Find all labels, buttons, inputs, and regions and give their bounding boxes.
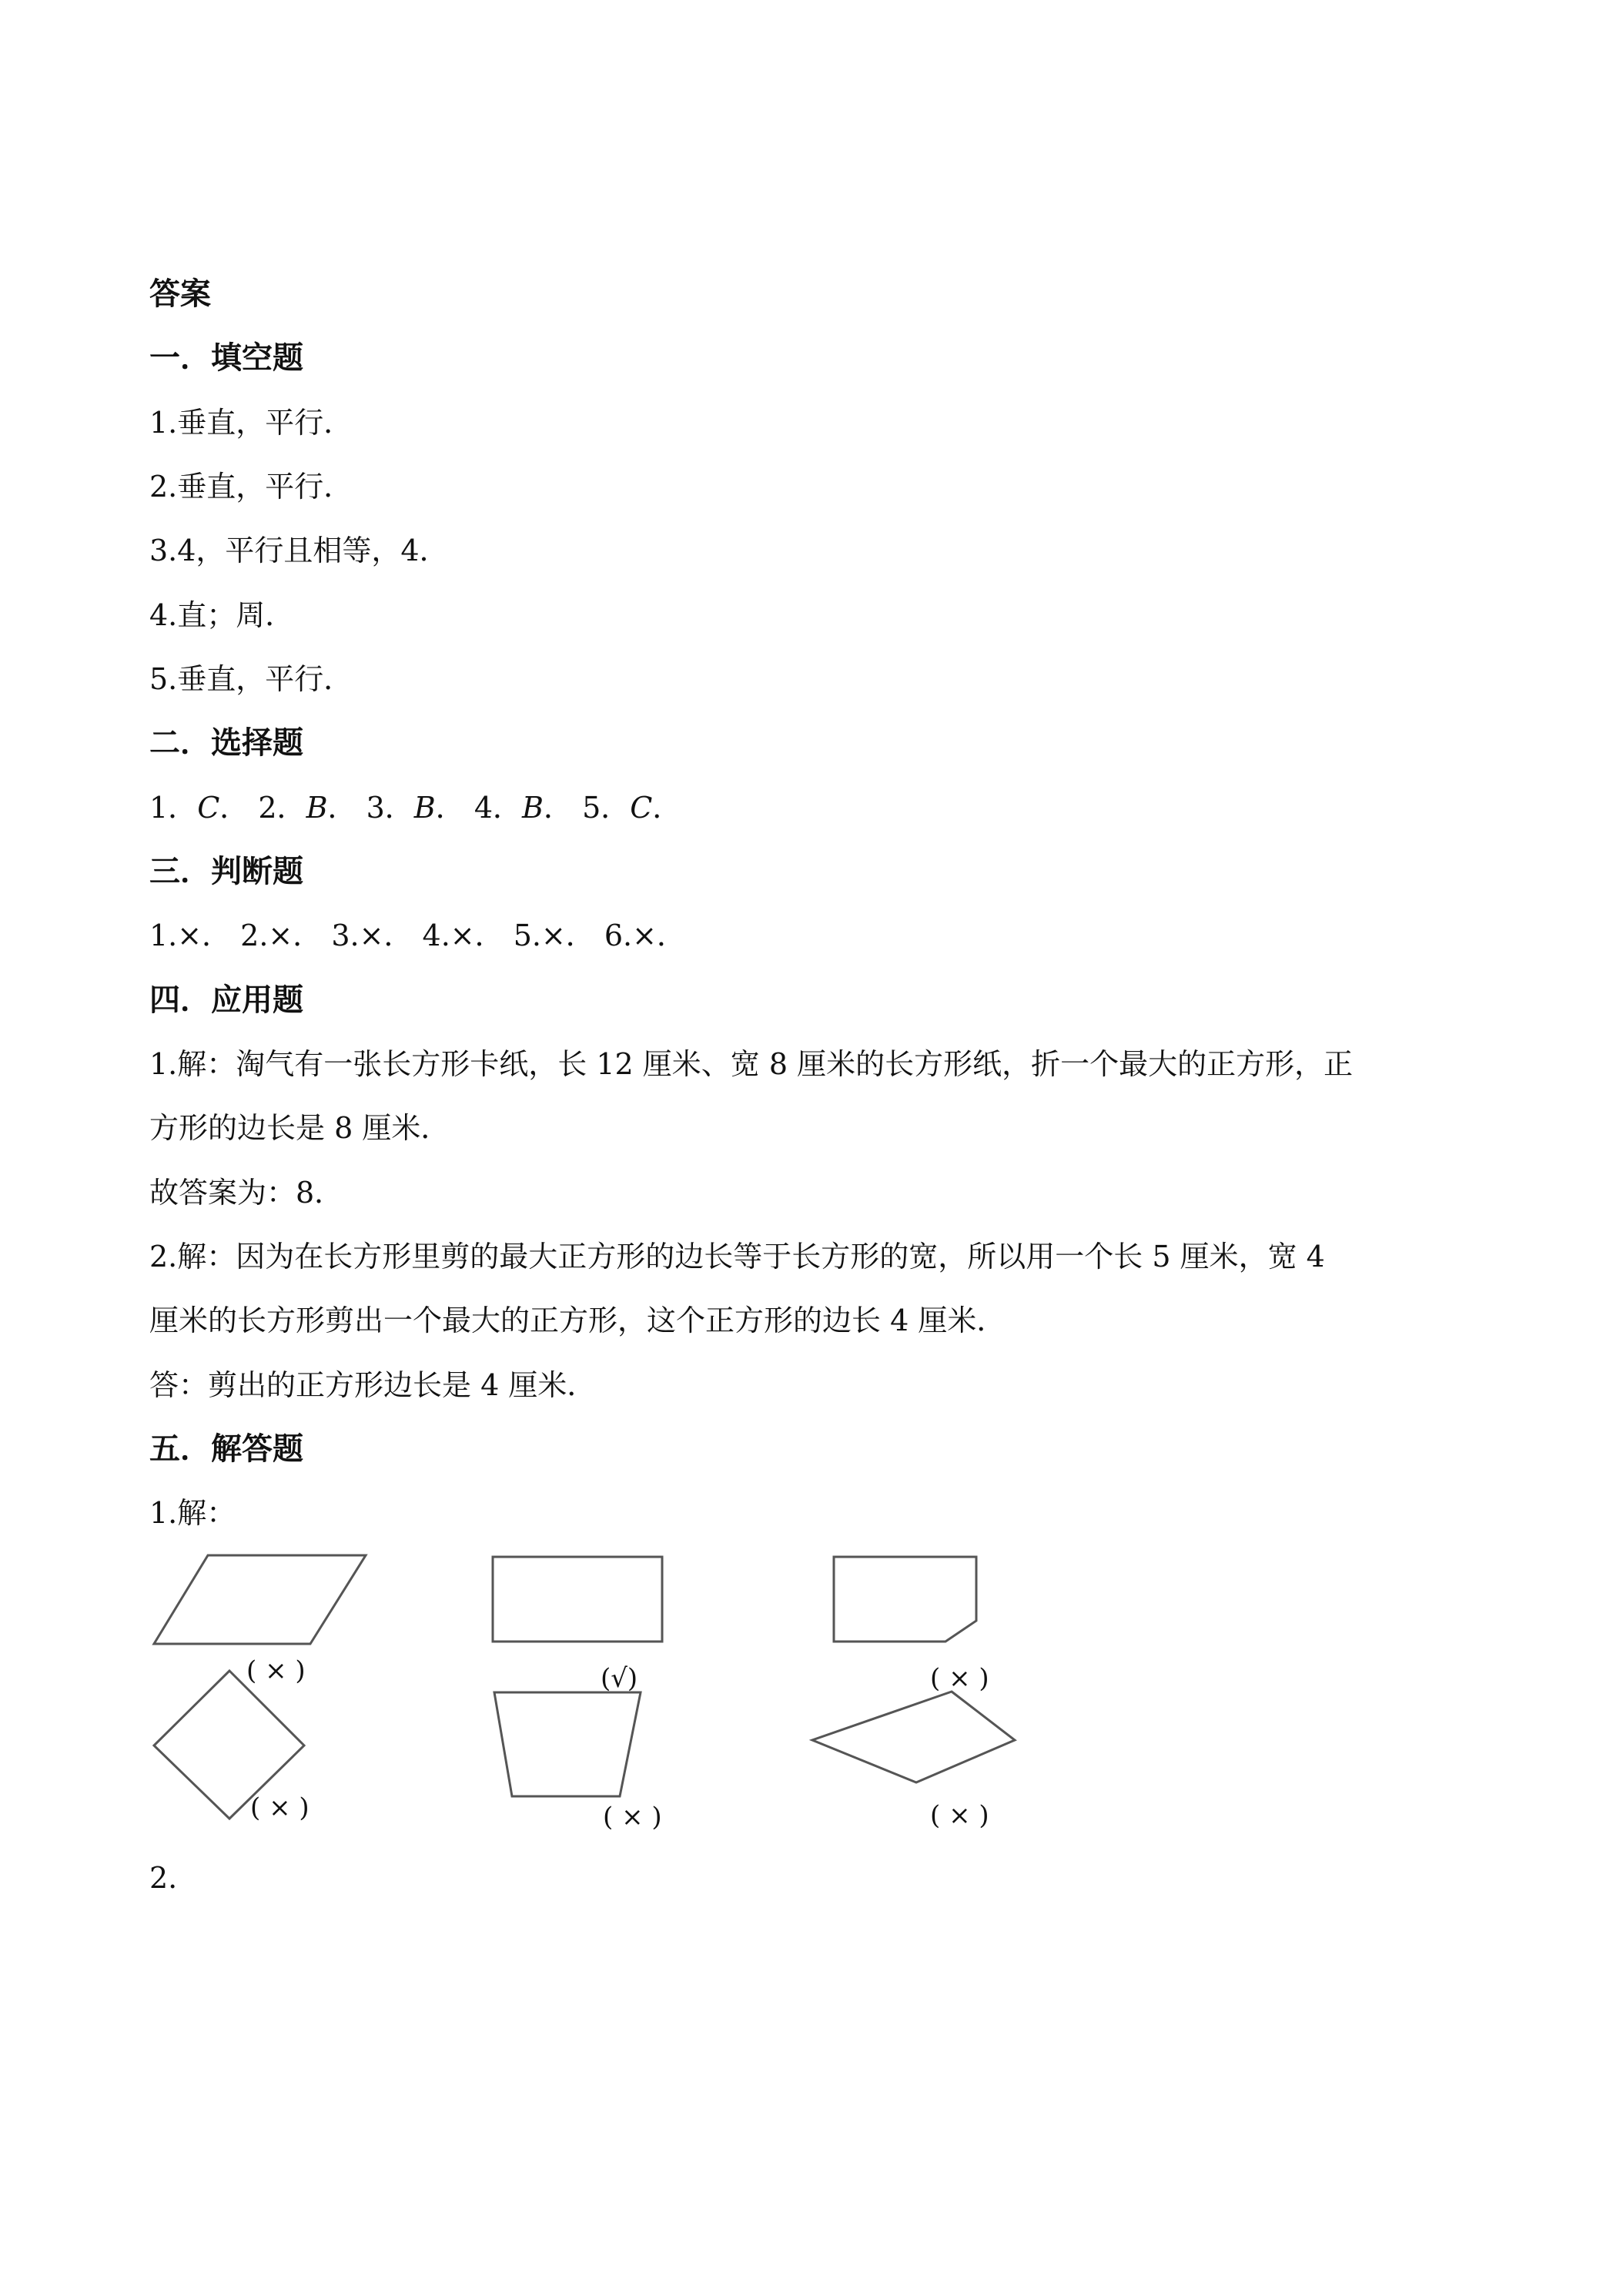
choice-num-4: 4． <box>474 791 523 825</box>
choice-end-2: ． <box>327 791 357 825</box>
application-line-3: 故答案为：8． <box>149 1176 344 1210</box>
fill-blank-answer-5: 5.垂直，平行． <box>149 662 353 696</box>
rectangle-mark: (√) <box>601 1663 638 1694</box>
fill-blank-answer-4: 4.直；周． <box>149 598 295 632</box>
solution-line-1: 1.解： <box>149 1496 236 1530</box>
trapezoid-shape <box>494 1692 641 1796</box>
cut-rectangle-mark: ( × ) <box>930 1663 989 1694</box>
judge-answers: 1.×． 2.×． 3.×． 4.×． 5.×． 6.×． <box>149 919 686 952</box>
parallelogram-shape <box>154 1555 366 1644</box>
page-title: 答案 <box>149 276 211 312</box>
fill-blank-answer-2: 2.垂直，平行． <box>149 470 353 504</box>
cut-rectangle-shape <box>834 1557 976 1642</box>
choice-letter-1: C <box>197 791 220 825</box>
trapezoid-mark: ( × ) <box>603 1802 662 1832</box>
diamond-square-mark: ( × ) <box>250 1792 310 1823</box>
section-heading-application: 四．应用题 <box>149 982 303 1018</box>
choice-num-1: 1． <box>149 791 198 825</box>
section-heading-solution: 五．解答题 <box>149 1431 303 1467</box>
choice-end-4: ． <box>543 791 573 825</box>
application-line-6: 答：剪出的正方形边长是 4 厘米． <box>149 1368 597 1402</box>
section-heading-judge: 三．判断题 <box>149 854 303 889</box>
section-heading-fill-blank: 一．填空题 <box>149 340 303 376</box>
choice-letter-2: B <box>306 791 328 825</box>
rhombus-mark: ( × ) <box>930 1800 989 1831</box>
application-line-5: 厘米的长方形剪出一个最大的正方形，这个正方形的边长 4 厘米． <box>149 1304 1006 1337</box>
solution-line-2: 2. <box>149 1861 178 1895</box>
choice-letter-5: C <box>630 791 653 825</box>
rectangle-shape <box>493 1557 662 1642</box>
choice-num-5: 5． <box>582 791 631 825</box>
choice-end-3: ． <box>435 791 465 825</box>
rhombus-shape <box>812 1692 1015 1782</box>
choice-end-1: ． <box>219 791 249 825</box>
choice-letter-3: B <box>413 791 436 825</box>
application-line-2: 方形的边长是 8 厘米． <box>149 1111 450 1145</box>
application-line-4: 2.解：因为在长方形里剪的最大正方形的边长等于长方形的宽，所以用一个长 5 厘米，宽 4 <box>149 1240 1325 1274</box>
fill-blank-answer-1: 1.垂直，平行． <box>149 406 353 440</box>
application-line-1: 1.解：淘气有一张长方形卡纸，长 12 厘米、宽 8 厘米的长方形纸，折一个最大的正方形，正 <box>149 1047 1354 1081</box>
choice-end-5: ． <box>652 791 682 825</box>
choice-num-2: 2． <box>258 791 306 825</box>
choice-letter-4: B <box>522 791 544 825</box>
choice-num-3: 3． <box>366 791 414 825</box>
fill-blank-answer-3: 3.4，平行且相等，4． <box>149 534 449 567</box>
section-heading-choice: 二．选择题 <box>149 725 303 761</box>
parallelogram-mark: ( × ) <box>246 1655 306 1686</box>
